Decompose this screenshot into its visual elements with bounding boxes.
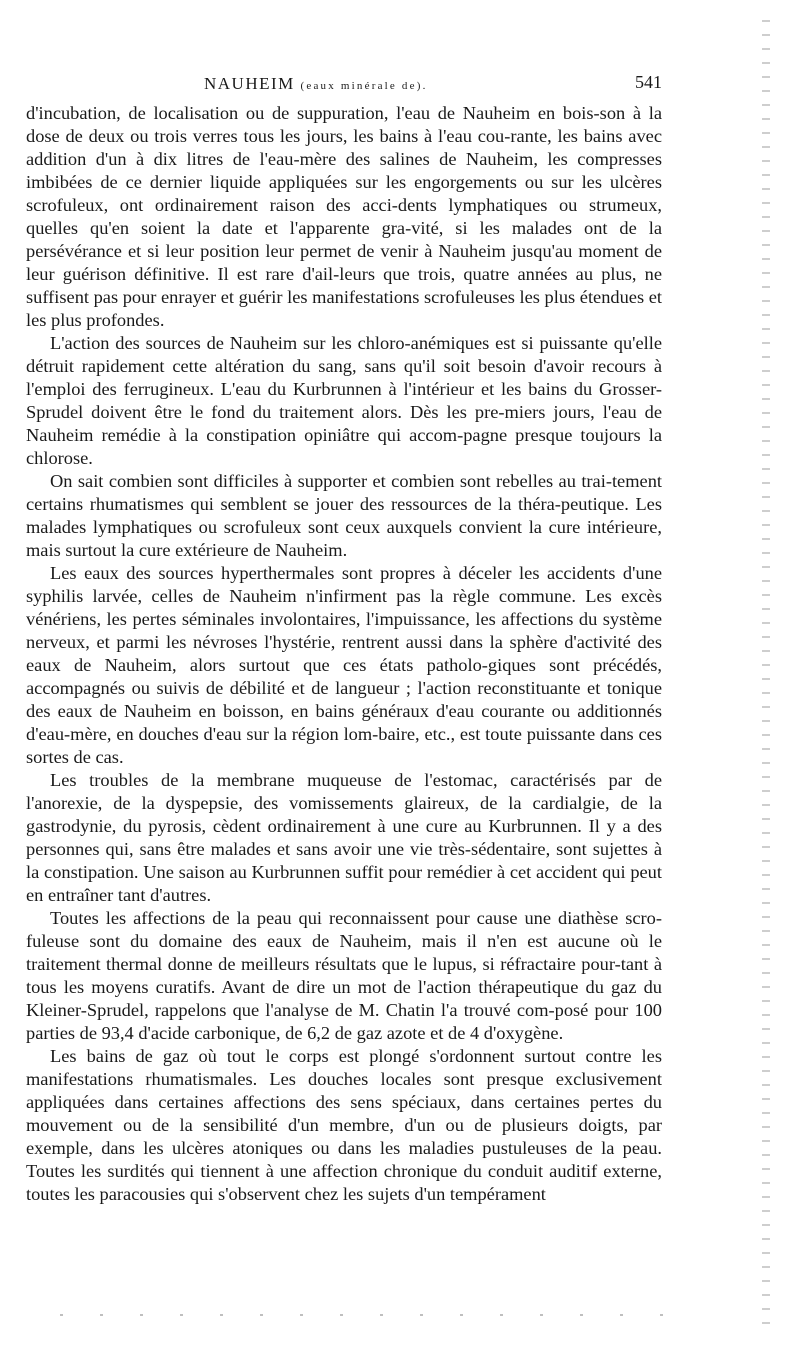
paragraph-3: On sait combien sont difficiles à supporter et combien sont rebelles au trai-tement certains rhumatismes qui semblent se jouer des ressources de la théra-peutique. Les malades lymphatiques ou scrofuleux sont ceux auxquels convient la cure intérieure, mais surtout la cure extérieure de Nauheim. (26, 471, 662, 560)
running-title (204, 74, 428, 94)
paragraph-2: L'action des sources de Nauheim sur les chloro-anémiques est si puissante qu'elle détruit rapidement cette altération du sang, sans qu'il soit besoin d'avoir recours à l'emploi des ferrugineux. L'eau du Kurbrunnen à l'intérieur et les bains du Grosser-Sprudel doivent être le fond du traitement alors. Dès les pre-miers jours, l'eau de Nauheim remédie à la constipation opiniâtre qui accom-pagne presque toujours la chlorose. (26, 333, 662, 468)
paragraph-5: Les troubles de la membrane muqueuse de l'estomac, caractérisés par de l'anorexie, de la dyspepsie, des vomissements glaireux, de la cardialgie, de la gastrodynie, du pyrosis, cèdent ordinairement à une cure au Kurbrunnen. Il y a des personnes qui, sans être malades et sans avoir une vie très-sédentaire, sont sujettes à la constipation. Une saison au Kurbrunnen suffit pour remédier à cet accident qui peut en entraîner tant d'autres. (26, 770, 662, 905)
running-header (26, 72, 662, 102)
paragraph-4: Les eaux des sources hyperthermales sont propres à déceler les accidents d'une syphilis larvée, celles de Nauheim n'infirment pas la règle commune. Les excès vénériens, les pertes séminales involontaires, l'impuissance, les affections du système nerveux, et parmi les névroses l'hystérie, rentrent aussi dans la sphère d'activité des eaux de Nauheim, alors surtout que ces états patholo-giques sont précédés, accompagnés ou suivis de débilité et de langueur ; l'action reconstituante et tonique des eaux de Nauheim en boisson, en bains généraux d'eau courante ou additionnés d'eau-mère, en douches d'eau sur la région lom-baire, etc., est toute puissante dans ces sortes de cas. (26, 563, 662, 767)
book-page (26, 72, 662, 1206)
page-number: 541 (635, 72, 662, 92)
scan-footer-marks (60, 1314, 680, 1316)
paragraph-6: Toutes les affections de la peau qui reconnaissent pour cause une diathèse scro-fuleuse sont du domaine des eaux de Nauheim, mais il n'en est aucune où le traitement thermal donne de meilleurs résultats que le lupus, si réfractaire pour-tant à tous les moyens curatifs. Avant de dire un mot de l'action thérapeutique du gaz du Kleiner-Sprudel, rappelons que l'analyse de M. Chatin l'a trouvé com-posé pour 100 parties de 93,4 d'acide carbonique, de 6,2 de gaz azote et de 4 d'oxygène. (26, 908, 662, 1043)
running-title-sub: (eaux minérale de). (300, 80, 428, 92)
paragraph-7: Les bains de gaz où tout le corps est plongé s'ordonnent surtout contre les manifestations rhumatismales. Les douches locales sont presque exclusivement appliquées dans certaines affections des sens spéciaux, dans certaines pertes du mouvement ou de la sensibilité d'un membre, d'un ou de plusieurs doigts, par exemple, dans les ulcères atoniques ou dans les maladies pustuleuses de la peau. Toutes les surdités qui tiennent à une affection chronique du conduit auditif externe, toutes les paracousies qui s'observent chez les sujets d'un tempérament (26, 1046, 662, 1204)
scan-margin-marks (762, 20, 770, 1330)
body-text (26, 102, 662, 1206)
running-title-main: NAUHEIM (204, 74, 295, 93)
paragraph-1: d'incubation, de localisation ou de suppuration, l'eau de Nauheim en bois-son à la dose de deux ou trois verres tous les jours, les bains à l'eau cou-rante, les bains avec addition d'un à dix litres de l'eau-mère des salines de Nauheim, les compresses imbibées de ce dernier liquide appliquées sur les engorgements ou sur les ulcères scrofuleux, ont ordinairement raison des acci-dents lymphatiques ou strumeux, quelles qu'en soient la date et l'apparente gra-vité, si les malades ont de la persévérance et si leur position leur permet de venir à Nauheim jusqu'au moment de leur guérison définitive. Il est rare d'ail-leurs que trois, quatre années au plus, ne suffisent pas pour enrayer et guérir les manifestations scrofuleuses les plus étendues et les plus profondes. (26, 103, 662, 330)
